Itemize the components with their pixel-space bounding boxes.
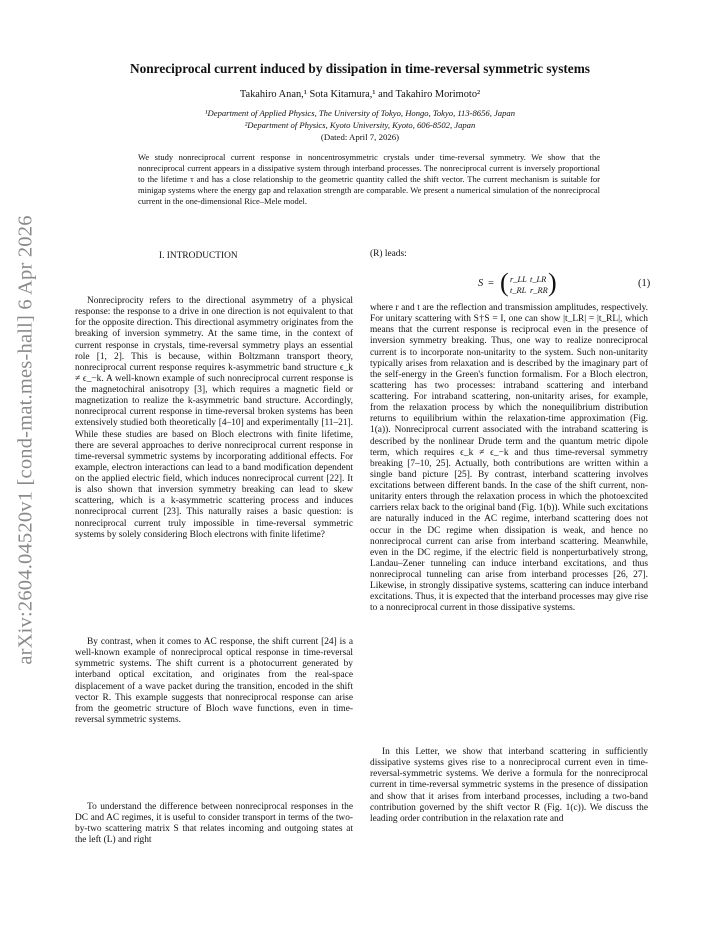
right-paren: ): [548, 268, 557, 297]
matrix-entry: t_RL: [510, 286, 527, 295]
matrix: [500, 268, 560, 297]
paragraph: where r and t are the reflection and transmission amplitudes, respectively. For unitary scattering with S†S = I, one can show |t_LR| = |t_RL|, which means that the current response is reciprocal even in the presence of inversion symmetry breaking. Thus, one way to realize nonreciprocal current is to incorporate non-unitarity to the system. Such non-unitarity typically arises from relaxation and is described by the imaginary part of the self-energy in the Green's function formalism. For a Bloch electron, scattering has two processes: intraband scattering and interband scattering. For intraband scattering, non-unitarity arises, for example, from the relaxation process by which the nonequilibrium distribution returns to equilibrium within the relaxation-time approximation (Fig. 1(a)). Nonreciprocal current associated with the intraband scattering is described by the nonlinear Drude term and the quantum metric dipole term, which requires ϵ_k ≠ ϵ_−k and thus time-reversal symmetry breaking [7–10, 25]. Actually, both contributions are written within a single band picture [25]. By contrast, interband scattering involves excitations between different bands. In the case of the shift current, non-unitarity enters through the relaxation process in which the photoexcited carriers relax back to the original band (Fig. 1(b)). While such excitations are naturally induced in the AC regime, interband scattering does not occur in the DC regime when dissipation is weak, and hence no nonreciprocal current can arise from interband scattering. Meanwhile, even in the DC regime, if the electric field is nonperturbatively strong, Landau–Zener tunneling can induce interband excitations, and thus nonreciprocal tunneling can arise from interband processes [26, 27]. Likewise, in strongly dissipative systems, scattering can induce interband excitations. Thus, it is expected that the interband processes may give rise to a nonreciprocal current in those dissipative systems.: [370, 303, 648, 614]
section-heading: I. INTRODUCTION: [159, 251, 238, 261]
paragraph: To understand the difference between nonreciprocal responses in the DC and AC regimes, it is useful to consider transport in terms of the two-by-two scattering matrix S that relates incoming and outgoing states at the left (L) and right: [75, 802, 353, 846]
matrix-entry: r_RR: [530, 286, 548, 295]
scattering-matrix-equation: [370, 268, 651, 297]
paragraph: Nonreciprocity refers to the directional asymmetry of a physical response: the response to a drive in one direction is not equivalent to that for the opposite direction. This directional asymmetry originates from the breaking of inversion symmetry. At the same time, in the context of current response in crystals, time-reversal symmetry plays an essential role [1, 2]. This is because, within Boltzmann transport theory, nonreciprocal current response requires k-asymmetric band structure ϵ_k ≠ ϵ_−k. A well-known example of such nonreciprocal current response is the magnetochiral anisotropy [3], which requires a magnetic field or magnetization to realize the k-asymmetric band structure. Accordingly, nonreciprocal current response in time-reversal broken systems has been extensively studied both theoretically [4–10] and experimentally [11–21]. While these studies are based on Bloch electrons with finite lifetime, there are several approaches to derive nonreciprocal current response in time-reversal symmetric systems by incorporating additional effects. For example, electron interactions can lead to a band modification dependent on the applied electric field, which induces nonreciprocal current [22]. It is also shown that inversion symmetry breaking can lead to skew scattering, which is a k-asymmetric scattering process and induces nonreciprocal current [23]. This naturally raises a basic question: is nonreciprocal current truly impossible in time-reversal symmetric systems by solely considering Bloch electrons with finite lifetime?: [75, 296, 353, 540]
paragraph: By contrast, when it comes to AC response, the shift current [24] is a well-known example of nonreciprocal optical response in time-reversal symmetric systems. The shift current is a photocurrent generated by interband optical excitation, and originates from the real-space displacement of a wave packet during the transition, encoded in the shift vector R. This example suggests that nonreciprocal response can arise from the geometric structure of Bloch wave functions, even in time-reversal symmetric systems.: [75, 637, 353, 725]
paragraph-lead: (R) leads:: [370, 249, 407, 259]
equals-sign: =: [488, 278, 494, 289]
matrix-entry: t_LR: [530, 275, 547, 284]
affiliation-1: ¹Department of Applied Physics, The University of Tokyo, Hongo, Tokyo, 113-8656, Japan: [204, 108, 515, 118]
paper-title: Nonreciprocal current induced by dissipation in time-reversal symmetric systems: [130, 61, 590, 76]
arxiv-identifier: arXiv:2604.04520v1 [cond-mat.mes-hall] 6 Apr 2026: [14, 215, 37, 665]
author-list: Takahiro Anan,¹ Sota Kitamura,¹ and Takahiro Morimoto²: [239, 89, 481, 100]
matrix-entry: r_LL: [510, 275, 527, 284]
left-paren: (: [500, 268, 509, 297]
affiliation-2: ²Department of Physics, Kyoto University, Kyoto, 606-8502, Japan: [244, 120, 476, 130]
equation-number: (1): [638, 278, 651, 289]
arxiv-stamp: [8, 180, 44, 700]
equation-lhs: S: [478, 278, 484, 289]
date-line: (Dated: April 7, 2026): [320, 132, 400, 142]
paragraph: In this Letter, we show that interband scattering in sufficiently dissipative systems gives rise to a nonreciprocal current even in time-reversal-symmetric systems. We derive a formula for the nonreciprocal current in time-reversal symmetric systems in the presence of dissipation and show that it arises from interband processes, including a two-band contribution governed by the shift vector R (Fig. 1(c)). We discuss the leading order contribution in the relaxation rate and: [370, 747, 648, 824]
abstract: We study nonreciprocal current response in noncentrosymmetric crystals under time-reversal symmetry. We show that the nonreciprocal current appears in a dissipative system through interband processes. The nonreciprocal current is inversely proportional to the lifetime τ and has a close relationship to the geometric quantity called the shift vector. The current mechanism is suitable for minigap systems where the energy gap and relaxation strength are comparable. We present a numerical simulation of the nonreciprocal current in the one-dimensional Rice–Mele model.: [138, 152, 600, 206]
